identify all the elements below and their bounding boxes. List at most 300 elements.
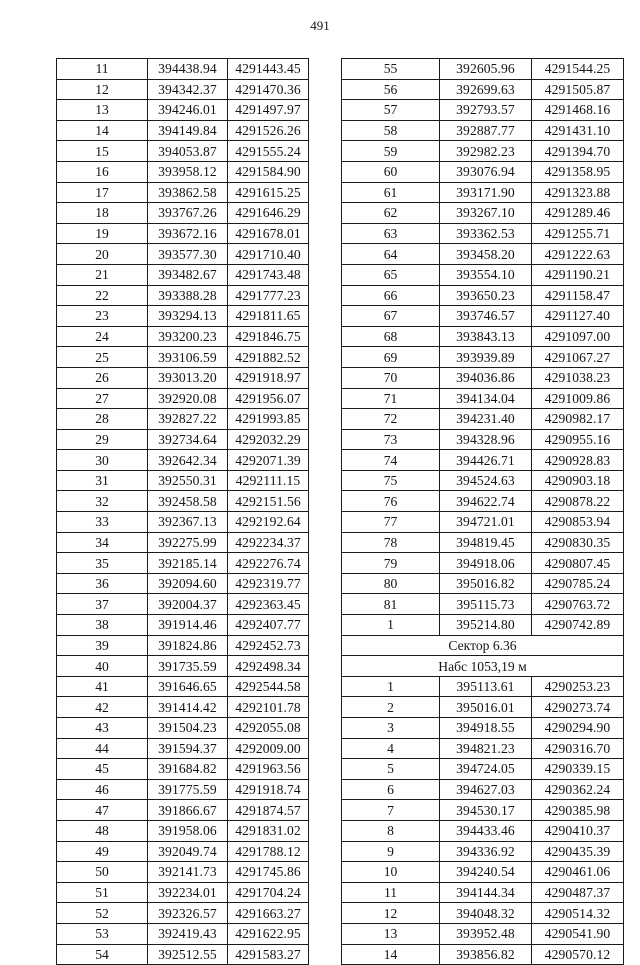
y-coordinate: 4290785.24 — [532, 573, 624, 594]
x-coordinate: 393650.23 — [440, 285, 532, 306]
x-coordinate: 393200.23 — [148, 326, 228, 347]
point-number: 52 — [57, 903, 148, 924]
point-number: 33 — [57, 512, 148, 533]
table-row — [57, 388, 309, 409]
x-coordinate: 393554.10 — [440, 264, 532, 285]
x-coordinate: 393388.28 — [148, 285, 228, 306]
x-coordinate: 393577.30 — [148, 244, 228, 265]
table-row — [342, 676, 624, 697]
y-coordinate: 4290273.74 — [532, 697, 624, 718]
x-coordinate: 393843.13 — [440, 326, 532, 347]
y-coordinate: 4291443.45 — [228, 59, 309, 80]
table-row — [57, 141, 309, 162]
y-coordinate: 4290763.72 — [532, 594, 624, 615]
point-number: 70 — [342, 367, 440, 388]
x-coordinate: 392642.34 — [148, 450, 228, 471]
y-coordinate: 4292151.56 — [228, 491, 309, 512]
y-coordinate: 4291470.36 — [228, 79, 309, 100]
table-row — [342, 141, 624, 162]
x-coordinate: 392234.01 — [148, 882, 228, 903]
point-number: 78 — [342, 532, 440, 553]
x-coordinate: 391958.06 — [148, 820, 228, 841]
y-coordinate: 4290830.35 — [532, 532, 624, 553]
point-number: 81 — [342, 594, 440, 615]
x-coordinate: 394240.54 — [440, 862, 532, 883]
y-coordinate: 4291918.97 — [228, 367, 309, 388]
y-coordinate: 4290385.98 — [532, 800, 624, 821]
x-coordinate: 394819.45 — [440, 532, 532, 553]
table-row — [342, 161, 624, 182]
point-number: 66 — [342, 285, 440, 306]
table-row — [57, 800, 309, 821]
point-number: 47 — [57, 800, 148, 821]
x-coordinate: 391775.59 — [148, 779, 228, 800]
table-row — [57, 656, 309, 677]
point-number: 12 — [342, 903, 440, 924]
table-row — [342, 800, 624, 821]
x-coordinate: 391594.37 — [148, 738, 228, 759]
table-row — [57, 759, 309, 780]
table-row — [57, 882, 309, 903]
y-coordinate: 4291289.46 — [532, 203, 624, 224]
y-coordinate: 4291158.47 — [532, 285, 624, 306]
point-number: 35 — [57, 553, 148, 574]
y-coordinate: 4290487.37 — [532, 882, 624, 903]
y-coordinate: 4291874.57 — [228, 800, 309, 821]
y-coordinate: 4291710.40 — [228, 244, 309, 265]
point-number: 12 — [57, 79, 148, 100]
y-coordinate: 4291544.25 — [532, 59, 624, 80]
point-number: 53 — [57, 923, 148, 944]
x-coordinate: 393746.57 — [440, 306, 532, 327]
table-row — [57, 429, 309, 450]
table-row — [342, 285, 624, 306]
point-number: 58 — [342, 120, 440, 141]
table-row — [342, 491, 624, 512]
point-number: 46 — [57, 779, 148, 800]
y-coordinate: 4290514.32 — [532, 903, 624, 924]
point-number: 57 — [342, 100, 440, 121]
y-coordinate: 4290461.06 — [532, 862, 624, 883]
y-coordinate: 4291678.01 — [228, 223, 309, 244]
table-row — [342, 326, 624, 347]
point-number: 27 — [57, 388, 148, 409]
point-number: 30 — [57, 450, 148, 471]
point-number: 24 — [57, 326, 148, 347]
point-number: 54 — [57, 944, 148, 965]
x-coordinate: 393076.94 — [440, 161, 532, 182]
table-row — [57, 470, 309, 491]
y-coordinate: 4290253.23 — [532, 676, 624, 697]
point-number: 61 — [342, 182, 440, 203]
table-row — [57, 738, 309, 759]
x-coordinate: 394524.63 — [440, 470, 532, 491]
table-row — [57, 223, 309, 244]
point-number: 71 — [342, 388, 440, 409]
point-number: 74 — [342, 450, 440, 471]
x-coordinate: 392605.96 — [440, 59, 532, 80]
table-row — [342, 923, 624, 944]
x-coordinate: 395113.61 — [440, 676, 532, 697]
y-coordinate: 4290807.45 — [532, 553, 624, 574]
point-number: 37 — [57, 594, 148, 615]
coordinates-table-left — [56, 58, 309, 965]
y-coordinate: 4290928.83 — [532, 450, 624, 471]
page-number: 491 — [310, 18, 330, 33]
x-coordinate: 392920.08 — [148, 388, 228, 409]
point-number: 56 — [342, 79, 440, 100]
table-row — [57, 285, 309, 306]
table-row — [57, 532, 309, 553]
point-number: 11 — [342, 882, 440, 903]
x-coordinate: 393013.20 — [148, 367, 228, 388]
table-row — [57, 553, 309, 574]
y-coordinate: 4292032.29 — [228, 429, 309, 450]
table-row — [342, 779, 624, 800]
point-number: 14 — [342, 944, 440, 965]
y-coordinate: 4291745.86 — [228, 862, 309, 883]
point-number: 8 — [342, 820, 440, 841]
table-row — [57, 306, 309, 327]
point-number: 45 — [57, 759, 148, 780]
x-coordinate: 394622.74 — [440, 491, 532, 512]
x-coordinate: 394149.84 — [148, 120, 228, 141]
y-coordinate: 4291622.95 — [228, 923, 309, 944]
table-row — [342, 450, 624, 471]
y-coordinate: 4291127.40 — [532, 306, 624, 327]
x-coordinate: 393458.20 — [440, 244, 532, 265]
point-number: 9 — [342, 841, 440, 862]
point-number: 20 — [57, 244, 148, 265]
y-coordinate: 4292009.00 — [228, 738, 309, 759]
table-row — [342, 264, 624, 285]
table-row — [342, 182, 624, 203]
y-coordinate: 4291323.88 — [532, 182, 624, 203]
table-row — [57, 615, 309, 636]
table-row — [342, 203, 624, 224]
point-number: 4 — [342, 738, 440, 759]
table-row — [342, 306, 624, 327]
table-row — [57, 409, 309, 430]
table-row — [57, 120, 309, 141]
table-row — [57, 450, 309, 471]
point-number: 2 — [342, 697, 440, 718]
point-number: 64 — [342, 244, 440, 265]
point-number: 13 — [342, 923, 440, 944]
point-number: 42 — [57, 697, 148, 718]
table-row — [342, 820, 624, 841]
point-number: 67 — [342, 306, 440, 327]
table-row — [342, 532, 624, 553]
x-coordinate: 392094.60 — [148, 573, 228, 594]
table-row — [342, 59, 624, 80]
point-number: 34 — [57, 532, 148, 553]
point-number: 15 — [57, 141, 148, 162]
point-number: 28 — [57, 409, 148, 430]
y-coordinate: 4290878.22 — [532, 491, 624, 512]
y-coordinate: 4290362.24 — [532, 779, 624, 800]
y-coordinate: 4291811.65 — [228, 306, 309, 327]
point-number: 44 — [57, 738, 148, 759]
table-row — [57, 244, 309, 265]
table-row — [342, 244, 624, 265]
x-coordinate: 394426.71 — [440, 450, 532, 471]
y-coordinate: 4291704.24 — [228, 882, 309, 903]
y-coordinate: 4291846.75 — [228, 326, 309, 347]
table-row — [342, 882, 624, 903]
table-row — [57, 676, 309, 697]
table-row — [342, 347, 624, 368]
coordinates-table-right — [341, 58, 624, 965]
y-coordinate: 4290410.37 — [532, 820, 624, 841]
table-row — [342, 223, 624, 244]
point-number: 60 — [342, 161, 440, 182]
y-coordinate: 4291743.48 — [228, 264, 309, 285]
y-coordinate: 4291038.23 — [532, 367, 624, 388]
x-coordinate: 394053.87 — [148, 141, 228, 162]
x-coordinate: 391914.46 — [148, 615, 228, 636]
point-number: 23 — [57, 306, 148, 327]
table-row — [57, 203, 309, 224]
y-coordinate: 4291963.56 — [228, 759, 309, 780]
table-row — [342, 841, 624, 862]
x-coordinate: 393294.13 — [148, 306, 228, 327]
x-coordinate: 395115.73 — [440, 594, 532, 615]
point-number: 79 — [342, 553, 440, 574]
point-number: 41 — [57, 676, 148, 697]
point-number: 62 — [342, 203, 440, 224]
x-coordinate: 393106.59 — [148, 347, 228, 368]
y-coordinate: 4291777.23 — [228, 285, 309, 306]
point-number: 77 — [342, 512, 440, 533]
x-coordinate: 393856.82 — [440, 944, 532, 965]
y-coordinate: 4290853.94 — [532, 512, 624, 533]
table-row — [342, 388, 624, 409]
table-row — [342, 100, 624, 121]
table-row — [57, 367, 309, 388]
point-number: 38 — [57, 615, 148, 636]
y-coordinate: 4292407.77 — [228, 615, 309, 636]
y-coordinate: 4292498.34 — [228, 656, 309, 677]
x-coordinate: 394918.55 — [440, 718, 532, 739]
x-coordinate: 392458.58 — [148, 491, 228, 512]
table-row — [342, 759, 624, 780]
point-number: 72 — [342, 409, 440, 430]
x-coordinate: 392550.31 — [148, 470, 228, 491]
y-coordinate: 4291394.70 — [532, 141, 624, 162]
y-coordinate: 4291358.95 — [532, 161, 624, 182]
table-row — [342, 903, 624, 924]
y-coordinate: 4291831.02 — [228, 820, 309, 841]
point-number: 10 — [342, 862, 440, 883]
point-number: 63 — [342, 223, 440, 244]
table-row — [57, 944, 309, 965]
x-coordinate: 394336.92 — [440, 841, 532, 862]
point-number: 5 — [342, 759, 440, 780]
x-coordinate: 391735.59 — [148, 656, 228, 677]
coordinates-table-right-body — [342, 59, 624, 965]
table-row — [57, 326, 309, 347]
point-number: 65 — [342, 264, 440, 285]
table-row — [57, 161, 309, 182]
point-number: 31 — [57, 470, 148, 491]
x-coordinate: 391684.82 — [148, 759, 228, 780]
y-coordinate: 4291646.29 — [228, 203, 309, 224]
x-coordinate: 393362.53 — [440, 223, 532, 244]
table-row — [342, 367, 624, 388]
sector-height-row — [342, 656, 624, 677]
y-coordinate: 4291009.86 — [532, 388, 624, 409]
point-number: 19 — [57, 223, 148, 244]
point-number: 14 — [57, 120, 148, 141]
table-row — [57, 512, 309, 533]
table-row — [342, 553, 624, 574]
x-coordinate: 392326.57 — [148, 903, 228, 924]
y-coordinate: 4290316.70 — [532, 738, 624, 759]
x-coordinate: 394724.05 — [440, 759, 532, 780]
y-coordinate: 4290435.39 — [532, 841, 624, 862]
table-row — [342, 470, 624, 491]
x-coordinate: 392793.57 — [440, 100, 532, 121]
y-coordinate: 4292101.78 — [228, 697, 309, 718]
table-row — [57, 635, 309, 656]
x-coordinate: 394433.46 — [440, 820, 532, 841]
x-coordinate: 392512.55 — [148, 944, 228, 965]
point-number: 1 — [342, 676, 440, 697]
point-number: 39 — [57, 635, 148, 656]
table-row — [57, 779, 309, 800]
y-coordinate: 4291882.52 — [228, 347, 309, 368]
x-coordinate: 392419.43 — [148, 923, 228, 944]
y-coordinate: 4292071.39 — [228, 450, 309, 471]
y-coordinate: 4292276.74 — [228, 553, 309, 574]
x-coordinate: 393672.16 — [148, 223, 228, 244]
y-coordinate: 4291255.71 — [532, 223, 624, 244]
y-coordinate: 4292452.73 — [228, 635, 309, 656]
x-coordinate: 393171.90 — [440, 182, 532, 203]
x-coordinate: 394918.06 — [440, 553, 532, 574]
x-coordinate: 392185.14 — [148, 553, 228, 574]
x-coordinate: 394821.23 — [440, 738, 532, 759]
table-row — [342, 594, 624, 615]
table-row — [57, 100, 309, 121]
x-coordinate: 392887.77 — [440, 120, 532, 141]
table-row — [57, 347, 309, 368]
table-row — [57, 79, 309, 100]
point-number: 73 — [342, 429, 440, 450]
x-coordinate: 395214.80 — [440, 615, 532, 636]
x-coordinate: 394627.03 — [440, 779, 532, 800]
point-number: 22 — [57, 285, 148, 306]
point-number: 32 — [57, 491, 148, 512]
table-row — [57, 718, 309, 739]
sector-title-row — [342, 635, 624, 656]
table-row — [342, 615, 624, 636]
y-coordinate: 4290339.15 — [532, 759, 624, 780]
x-coordinate: 392004.37 — [148, 594, 228, 615]
y-coordinate: 4290903.18 — [532, 470, 624, 491]
y-coordinate: 4292192.64 — [228, 512, 309, 533]
point-number: 6 — [342, 779, 440, 800]
point-number: 75 — [342, 470, 440, 491]
x-coordinate: 391414.42 — [148, 697, 228, 718]
point-number: 68 — [342, 326, 440, 347]
table-row — [57, 820, 309, 841]
y-coordinate: 4291788.12 — [228, 841, 309, 862]
x-coordinate: 391646.65 — [148, 676, 228, 697]
y-coordinate: 4292111.15 — [228, 470, 309, 491]
x-coordinate: 394144.34 — [440, 882, 532, 903]
point-number: 26 — [57, 367, 148, 388]
point-number: 49 — [57, 841, 148, 862]
x-coordinate: 392141.73 — [148, 862, 228, 883]
table-row — [57, 697, 309, 718]
x-coordinate: 393767.26 — [148, 203, 228, 224]
y-coordinate: 4291468.16 — [532, 100, 624, 121]
point-number: 13 — [57, 100, 148, 121]
table-row — [342, 409, 624, 430]
x-coordinate: 393939.89 — [440, 347, 532, 368]
x-coordinate: 394048.32 — [440, 903, 532, 924]
y-coordinate: 4291918.74 — [228, 779, 309, 800]
coordinates-table-left-body — [57, 59, 309, 965]
point-number: 51 — [57, 882, 148, 903]
table-row — [57, 923, 309, 944]
x-coordinate: 391504.23 — [148, 718, 228, 739]
x-coordinate: 394530.17 — [440, 800, 532, 821]
point-number: 1 — [342, 615, 440, 636]
table-row — [57, 841, 309, 862]
x-coordinate: 392734.64 — [148, 429, 228, 450]
y-coordinate: 4291526.26 — [228, 120, 309, 141]
sector-title: Сектор 6.36 — [342, 635, 624, 656]
y-coordinate: 4292544.58 — [228, 676, 309, 697]
y-coordinate: 4290982.17 — [532, 409, 624, 430]
table-row — [57, 182, 309, 203]
y-coordinate: 4290955.16 — [532, 429, 624, 450]
table-row — [57, 862, 309, 883]
point-number: 18 — [57, 203, 148, 224]
table-row — [57, 594, 309, 615]
x-coordinate: 393862.58 — [148, 182, 228, 203]
x-coordinate: 394328.96 — [440, 429, 532, 450]
x-coordinate: 394438.94 — [148, 59, 228, 80]
y-coordinate: 4290294.90 — [532, 718, 624, 739]
y-coordinate: 4291497.97 — [228, 100, 309, 121]
y-coordinate: 4291067.27 — [532, 347, 624, 368]
y-coordinate: 4291505.87 — [532, 79, 624, 100]
point-number: 17 — [57, 182, 148, 203]
x-coordinate: 394036.86 — [440, 367, 532, 388]
y-coordinate: 4291993.85 — [228, 409, 309, 430]
table-row — [342, 944, 624, 965]
y-coordinate: 4291583.27 — [228, 944, 309, 965]
y-coordinate: 4292363.45 — [228, 594, 309, 615]
x-coordinate: 392275.99 — [148, 532, 228, 553]
y-coordinate: 4291190.21 — [532, 264, 624, 285]
y-coordinate: 4290541.90 — [532, 923, 624, 944]
table-row — [342, 79, 624, 100]
y-coordinate: 4291663.27 — [228, 903, 309, 924]
point-number: 80 — [342, 573, 440, 594]
sector-height: Набс 1053,19 м — [342, 656, 624, 677]
point-number: 7 — [342, 800, 440, 821]
y-coordinate: 4292234.37 — [228, 532, 309, 553]
x-coordinate: 394342.37 — [148, 79, 228, 100]
table-row — [342, 120, 624, 141]
x-coordinate: 394246.01 — [148, 100, 228, 121]
point-number: 29 — [57, 429, 148, 450]
